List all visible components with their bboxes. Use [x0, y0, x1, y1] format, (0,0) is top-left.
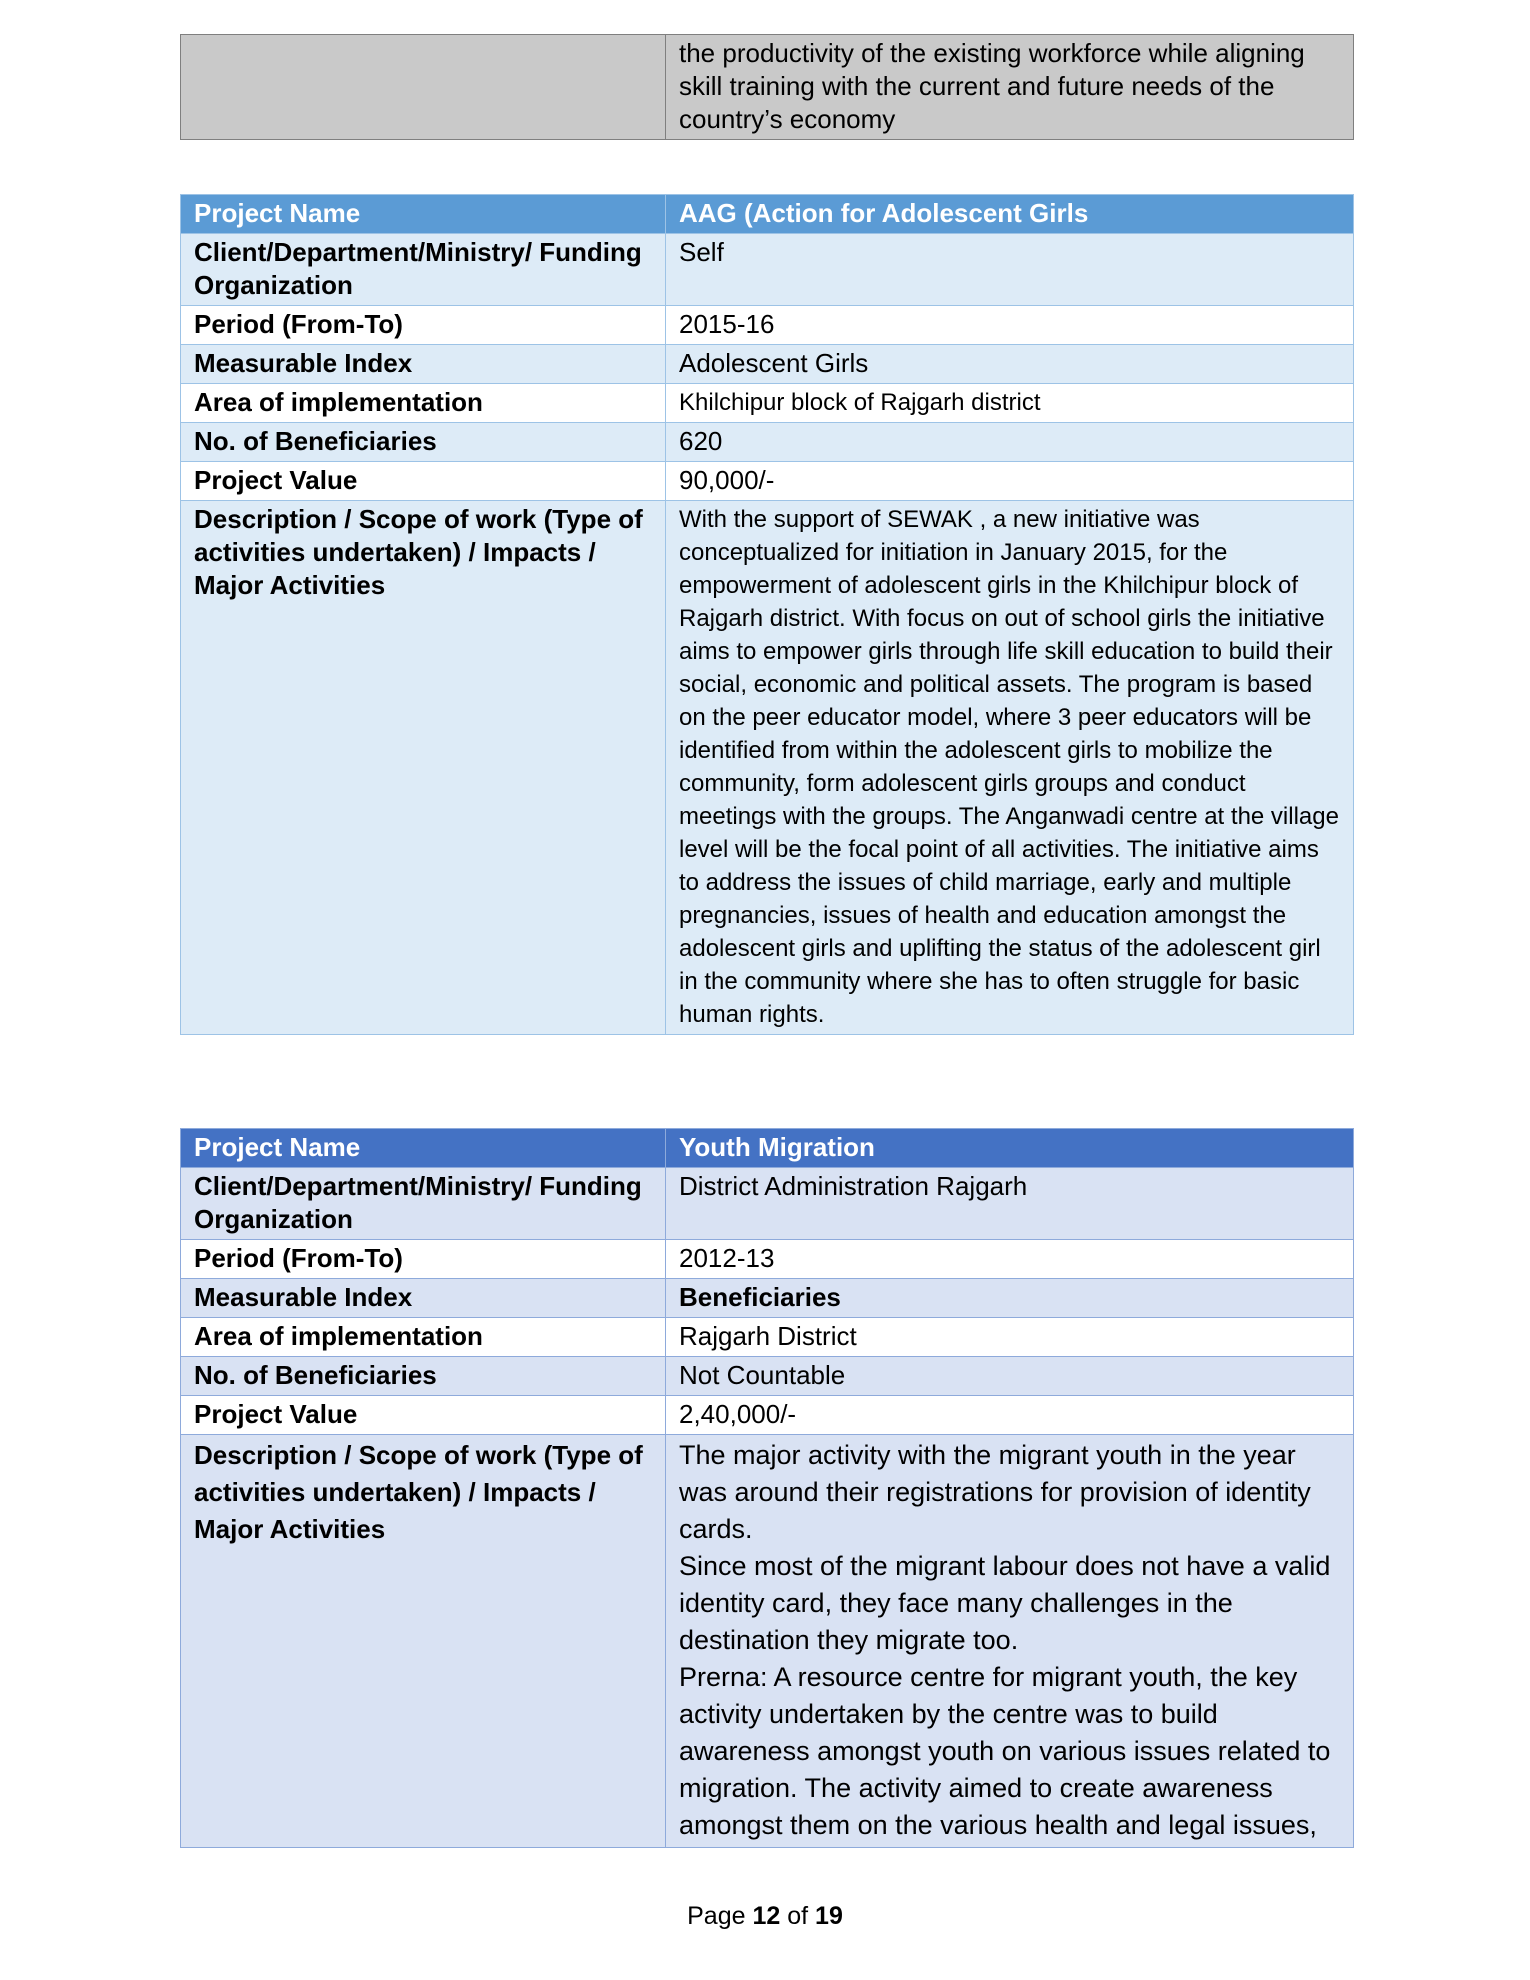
area-label: Area of implementation — [181, 384, 666, 423]
area-row — [181, 1318, 1354, 1357]
project-table-youth-migration — [180, 1128, 1354, 1848]
description-paragraph: Since most of the migrant labour does not have a valid identity card, they face many challenges in the destination they migrate too. — [679, 1551, 1331, 1655]
page-total: 19 — [815, 1902, 843, 1930]
period-label: Period (From-To) — [181, 306, 666, 345]
continuation-table — [180, 34, 1354, 140]
beneficiaries-value: Not Countable — [666, 1357, 1354, 1396]
measurable-index-value: Adolescent Girls — [666, 345, 1354, 384]
client-value: Self — [666, 234, 1354, 306]
project-header-row — [181, 1129, 1354, 1168]
beneficiaries-value: 620 — [666, 423, 1354, 462]
project-name-value: Youth Migration — [666, 1129, 1354, 1168]
project-value-value: 90,000/- — [666, 462, 1354, 501]
beneficiaries-row — [181, 423, 1354, 462]
description-value: With the support of SEWAK , a new initiative was conceptualized for initiation in January 2015, for the empowerment of adolescent girls in the Khilchipur block of Rajgarh district. With focus on out of school girls the initiative aims to empower girls through life skill education to build their social, economic and political assets. The program is based on the peer educator model, where 3 peer educators will be identified from within the adolescent girls to mobilize the community, form adolescent girls groups and conduct meetings with the groups. The Anganwadi centre at the village level will be the focal point of all activities. The initiative aims to address the issues of child marriage, early and multiple pregnancies, issues of health and education amongst the adolescent girls and uplifting the status of the adolescent girl in the community where she has to often struggle for basic human rights. — [666, 501, 1354, 1035]
beneficiaries-row — [181, 1357, 1354, 1396]
project-name-label: Project Name — [181, 1129, 666, 1168]
client-label: Client/Department/Ministry/ Funding Organization — [181, 1168, 666, 1240]
beneficiaries-label: No. of Beneficiaries — [181, 423, 666, 462]
client-label: Client/Department/Ministry/ Funding Organization — [181, 234, 666, 306]
client-row — [181, 1168, 1354, 1240]
client-value: District Administration Rajgarh — [666, 1168, 1354, 1240]
period-value: 2015-16 — [666, 306, 1354, 345]
project-value-value: 2,40,000/- — [666, 1396, 1354, 1435]
project-name-value: AAG (Action for Adolescent Girls — [666, 195, 1354, 234]
project-table-aag — [180, 194, 1354, 1035]
page-footer — [0, 1900, 1530, 1932]
client-row — [181, 234, 1354, 306]
project-value-label: Project Value — [181, 462, 666, 501]
description-label: Description / Scope of work (Type of activities undertaken) / Impacts / Major Activities — [181, 1435, 666, 1848]
period-value: 2012-13 — [666, 1240, 1354, 1279]
project-value-row — [181, 462, 1354, 501]
beneficiaries-label: No. of Beneficiaries — [181, 1357, 666, 1396]
continuation-row — [181, 35, 1354, 140]
description-value — [666, 1435, 1354, 1848]
period-row — [181, 306, 1354, 345]
period-label: Period (From-To) — [181, 1240, 666, 1279]
area-value: Rajgarh District — [666, 1318, 1354, 1357]
period-row — [181, 1240, 1354, 1279]
measurable-index-row — [181, 345, 1354, 384]
project-header-row — [181, 195, 1354, 234]
page-word: Page — [687, 1902, 746, 1930]
project-value-row — [181, 1396, 1354, 1435]
description-label: Description / Scope of work (Type of activities undertaken) / Impacts / Major Activities — [181, 501, 666, 1035]
area-row — [181, 384, 1354, 423]
description-paragraph: The major activity with the migrant youth in the year was around their registrations for provision of identity cards. — [679, 1440, 1311, 1544]
continuation-text: the productivity of the existing workforce while aligning skill training with the current and future needs of the country’s economy — [666, 35, 1354, 140]
measurable-index-row — [181, 1279, 1354, 1318]
area-label: Area of implementation — [181, 1318, 666, 1357]
page-current: 12 — [752, 1902, 781, 1930]
of-word: of — [787, 1902, 809, 1930]
measurable-index-value: Beneficiaries — [666, 1279, 1354, 1318]
description-paragraph: Prerna: A resource centre for migrant youth, the key activity undertaken by the centre was to build awareness amongst youth on various issues related to migration. The activity aimed to create awareness amongst them on the various health and legal issues, — [679, 1662, 1331, 1840]
description-row — [181, 1435, 1354, 1848]
continuation-label-cell — [181, 35, 666, 140]
measurable-index-label: Measurable Index — [181, 345, 666, 384]
description-row — [181, 501, 1354, 1035]
area-value: Khilchipur block of Rajgarh district — [666, 384, 1354, 423]
project-name-label: Project Name — [181, 195, 666, 234]
measurable-index-label: Measurable Index — [181, 1279, 666, 1318]
project-value-label: Project Value — [181, 1396, 666, 1435]
